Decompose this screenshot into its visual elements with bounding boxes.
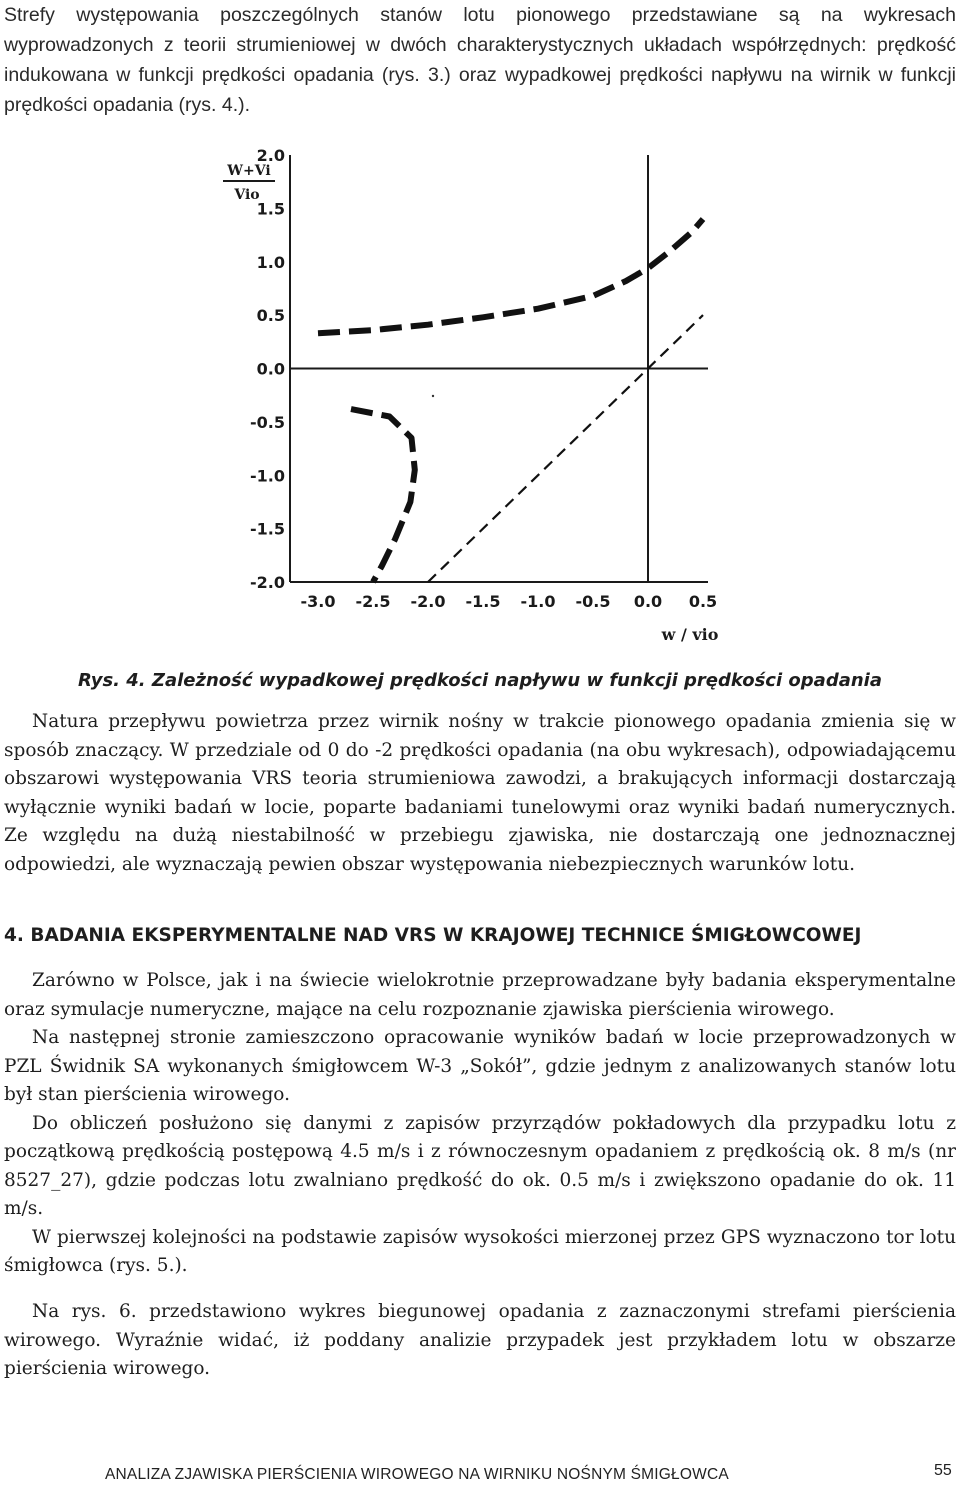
body-block-3 xyxy=(4,1298,956,1384)
y-tick-label: 1.0 xyxy=(256,252,285,272)
page-number: 55 xyxy=(934,1462,952,1479)
body-block-2 xyxy=(4,967,956,1281)
y-tick-label: 0.0 xyxy=(256,359,285,379)
x-axis-label: w / vio xyxy=(661,625,719,644)
y-tick-label: -1.5 xyxy=(250,519,285,539)
intro-paragraph: Strefy występowania poszczególnych stanów lotu pionowego przedstawiane są na wykresach wyprowadzonych z teorii strumieniowej w dwóch charakterystycznych układach współrzędnych: prędkość indukowana w funkcji prędkości opadania (rys. 3.) oraz wypadkowej prędkości napływu na wirnik w funkcji prędkości opadania (rys. 4.). xyxy=(4,4,956,116)
body-block-1 xyxy=(4,708,956,879)
chart-speck xyxy=(432,395,434,397)
y-tick-label: -1.0 xyxy=(250,466,285,486)
chart-axes xyxy=(290,155,708,582)
paragraph-polar: Na rys. 6. przedstawiono wykres biegunowej opadania z zaznaczonymi strefami pierścienia wirowego. Wyraźnie widać, iż poddany analizie przypadek jest przykładem lotu w obszarze pierścienia wirowego. xyxy=(4,1301,956,1379)
y-axis-label-denominator: Vio xyxy=(234,187,260,203)
y-tick-label: -2.0 xyxy=(250,573,285,592)
paragraph-calculations: Do obliczeń posłużono się danymi z zapisów przyrządów pokładowych dla przypadku lotu z początkową prędkością postępową 4.5 m/s i z równoczesnym opadaniem z prędkością ok. 8 m/s (nr 8527_27), gdzie podczas lotu zwalniano prędkość do ok. 0.5 m/s i zwiększono opadanie do ok. 11 m/s. xyxy=(4,1112,956,1219)
x-tick-label: 0.0 xyxy=(633,592,663,611)
x-tick-label: -1.5 xyxy=(465,592,501,611)
y-tick-label: 1.5 xyxy=(256,199,285,219)
section-heading: 4. BADANIA EKSPERYMENTALNE NAD VRS W KRAJOWEJ TECHNICE ŚMIGŁOWCOWEJ xyxy=(4,925,862,946)
y-axis-label-numerator: W+Vi xyxy=(227,163,271,179)
chart-series xyxy=(318,219,703,582)
x-tick-label: -2.5 xyxy=(355,592,391,611)
x-tick-label: -0.5 xyxy=(575,592,611,611)
chart-svg xyxy=(215,135,745,660)
footer-title: ANALIZA ZJAWISKA PIERŚCIENIA WIROWEGO NA WIRNIKU NOŚNYM ŚMIGŁOWCA xyxy=(105,1466,729,1483)
y-tick-label: 0.5 xyxy=(256,306,285,326)
y-axis-label xyxy=(223,163,275,203)
x-tick-label: -2.0 xyxy=(410,592,446,611)
figure-chart xyxy=(215,135,745,660)
paragraph-vrs-nature: Natura przepływu powietrza przez wirnik nośny w trakcie pionowego opadania zmienia się w sposób znaczący. W przedziale od 0 do -2 prędkości opadania (na obu wykresach), odpowiadającemu obszarowi występowania VRS teoria strumieniowa zawodzi, a brakujących informacji dostarczają wyłącznie wyniki badań w locie, poparte badaniami tunelowymi oraz wyniki badań numerycznych. Ze względu na dużą niestabilność w przebiegu zjawiska, nie dostarczają one jednoznacznej odpowiedzi, ale wyznaczają pewien obszar występowania niebezpiecznych warunków lotu. xyxy=(4,711,956,875)
x-tick-label: 0.5 xyxy=(688,592,718,611)
series-line-3 xyxy=(428,315,703,582)
paragraph-gps-track: W pierwszej kolejności na podstawie zapisów wysokości mierzonej przez GPS wyznaczono tor lotu śmigłowca (rys. 5.). xyxy=(4,1226,956,1276)
figure-caption: Rys. 4. Zależność wypadkowej prędkości napływu w funkcji prędkości opadania xyxy=(78,670,882,691)
y-tick-label: 2.0 xyxy=(256,146,285,165)
y-tick-label: -0.5 xyxy=(250,412,285,432)
paragraph-pzl-swidnik: Na następnej stronie zamieszczono opracowanie wyników badań w locie przeprowadzonych w PZL Świdnik SA wykonanych śmigłowcem W-3 „Sokół”, gdzie jednym z analizowanych stanów lotu był stan pierścienia wirowego. xyxy=(4,1027,956,1105)
x-tick-label: -1.0 xyxy=(520,592,556,611)
x-tick-label: -3.0 xyxy=(300,592,336,611)
series-line-2 xyxy=(351,409,415,582)
paragraph-research: Zarówno w Polsce, jak i na świecie wielokrotnie przeprowadzane były badania eksperymentalne oraz symulacje numeryczne, mające na celu rozpoznanie zjawiska pierścienia wirowego. xyxy=(4,970,956,1020)
series-line-1 xyxy=(318,219,703,333)
